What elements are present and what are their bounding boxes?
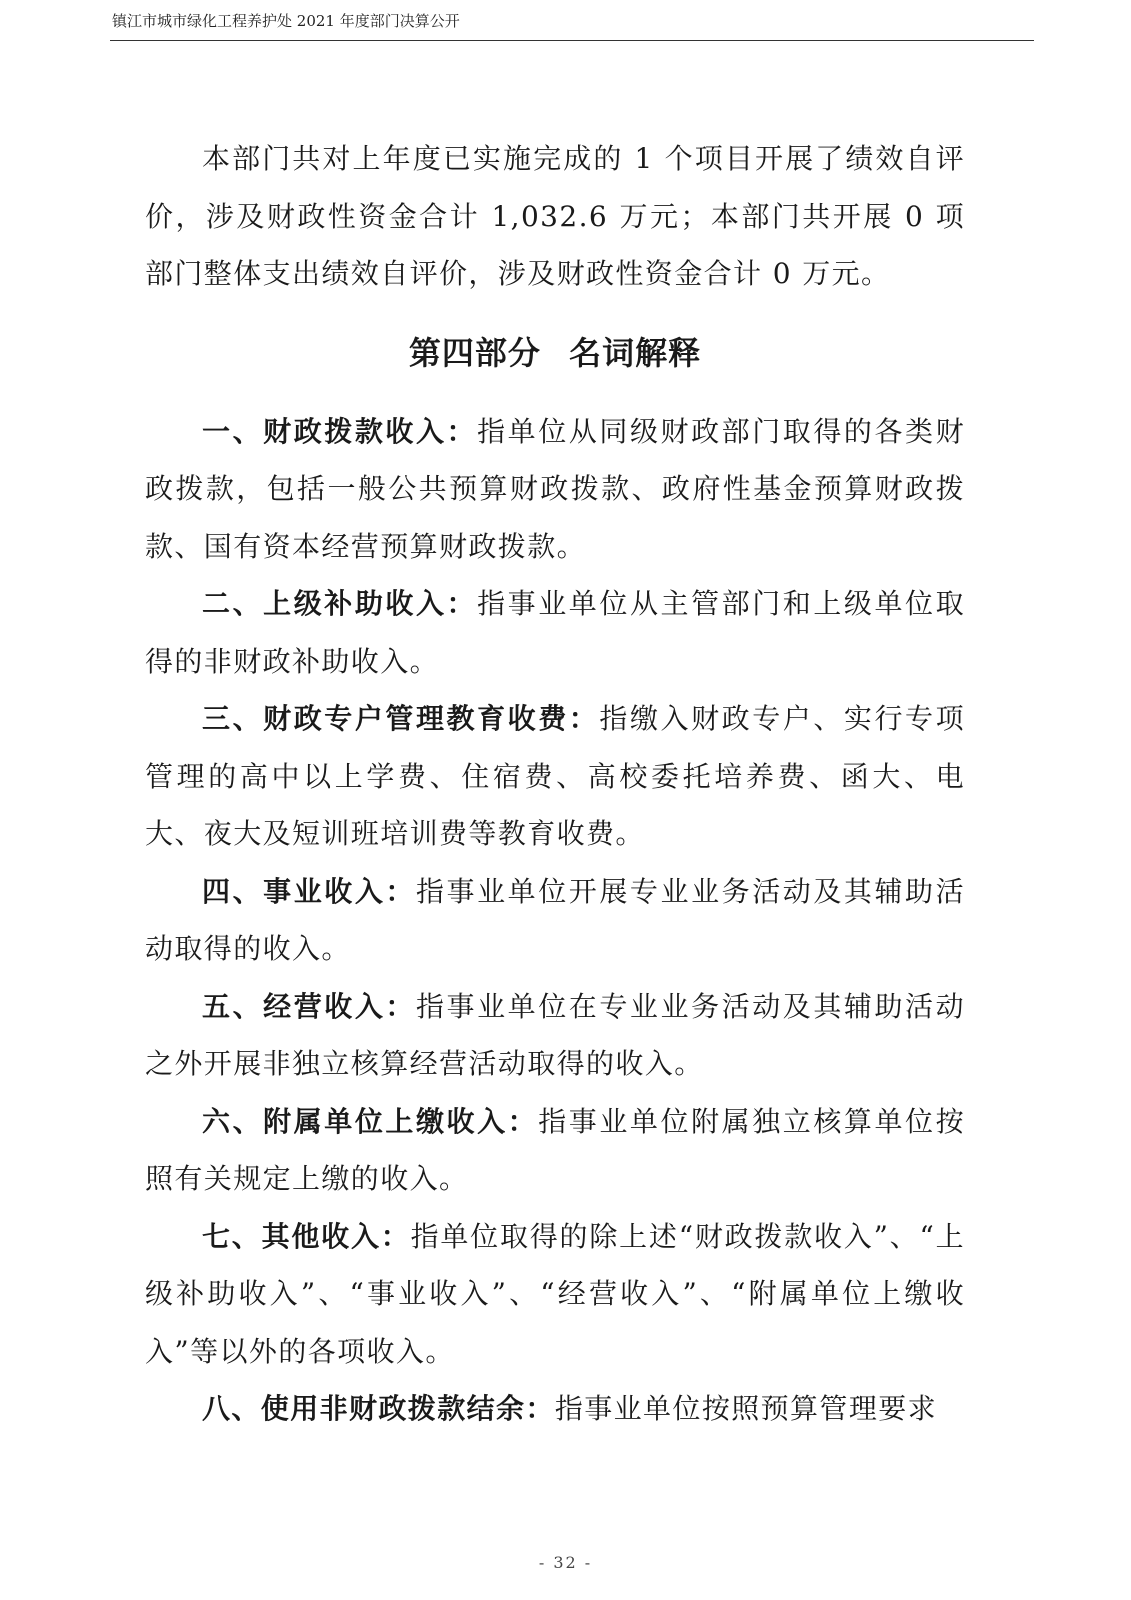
definition-term: 三、财政专户管理教育收费： bbox=[202, 702, 600, 735]
definition-text: 指事业单位附属独立核算单位按照有关规定上缴的收入。 bbox=[145, 1104, 965, 1195]
definition-text: 指事业单位从主管部门和上级单位取得的非财政补助收入。 bbox=[145, 587, 966, 678]
definition-text: 指单位从同级财政部门取得的各类财政拨款，包括一般公共预算财政拨款、政府性基金预算财政拨款、国有资本经营预算财政拨款。 bbox=[145, 414, 966, 563]
definition-term: 四、事业收入： bbox=[202, 874, 416, 908]
intro-paragraph: 本部门共对上年度已实施完成的 1 个项目开展了绩效自评价，涉及财政性资金合计 1,032.6 万元；本部门共开展 0 项部门整体支出绩效自评价，涉及财政性资金合计 0 万元。 bbox=[145, 142, 965, 290]
document-body bbox=[145, 130, 965, 1438]
section-title: 第四部分 名词解释 bbox=[408, 333, 702, 372]
running-header: 镇江市城市绿化工程养护处 2021 年度部门决算公开 bbox=[112, 12, 460, 30]
definition-term: 五、经营收入： bbox=[202, 989, 416, 1023]
definition-paragraph bbox=[145, 978, 965, 1093]
header-rule bbox=[110, 40, 1034, 41]
definition-paragraph bbox=[145, 690, 965, 863]
definition-paragraph bbox=[145, 1380, 965, 1438]
definition-term: 七、其他收入： bbox=[202, 1219, 411, 1253]
definition-text: 指单位取得的除上述“财政拨款收入”、“上级补助收入”、“事业收入”、“经营收入”、“附属单位上缴收入”等以外的各项收入。 bbox=[145, 1219, 965, 1368]
definition-text: 指事业单位开展专业业务活动及其辅助活动取得的收入。 bbox=[145, 874, 965, 965]
definition-term: 六、附属单位上缴收入： bbox=[202, 1104, 539, 1138]
definition-term: 八、使用非财政拨款结余： bbox=[202, 1392, 555, 1425]
definition-paragraph bbox=[145, 403, 965, 576]
definition-paragraph bbox=[145, 575, 965, 690]
definition-text: 指事业单位在专业业务活动及其辅助活动之外开展非独立核算经营活动取得的收入。 bbox=[145, 989, 965, 1080]
definition-text: 指缴入财政专户、实行专项管理的高中以上学费、住宿费、高校委托培养费、函大、电大、夜大及短训班培训费等教育收费。 bbox=[145, 702, 966, 850]
definition-paragraph bbox=[145, 1093, 965, 1208]
page-number: - 32 - bbox=[538, 1553, 593, 1572]
definition-paragraph bbox=[145, 863, 965, 978]
definition-term: 二、上级补助收入： bbox=[202, 587, 478, 620]
definition-text: 指事业单位按照预算管理要求 bbox=[554, 1392, 938, 1425]
definition-term: 一、财政拨款收入： bbox=[202, 414, 478, 448]
definition-paragraph bbox=[145, 1208, 965, 1381]
